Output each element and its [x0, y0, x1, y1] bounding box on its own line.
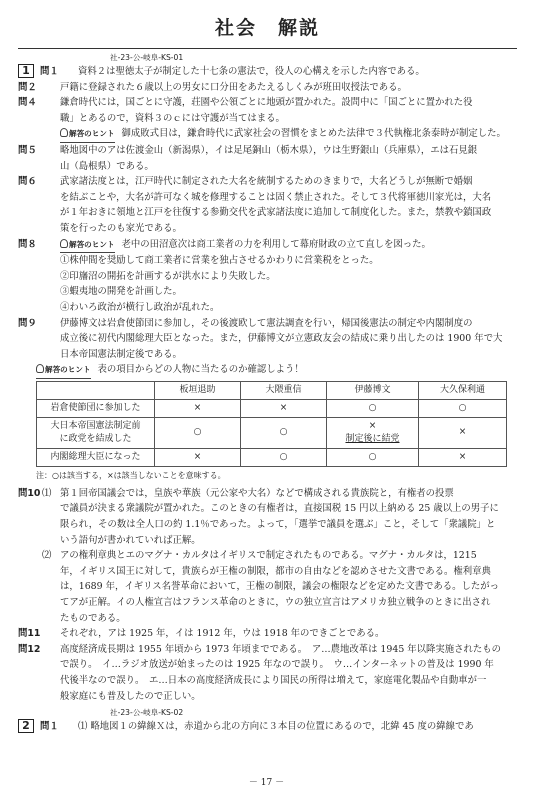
question-text: 日本帝国憲法制定後である。 [60, 348, 182, 360]
question-label: 問１ [40, 66, 59, 77]
list-item: ③蝦夷地の開発を計画した。 [60, 286, 182, 298]
question-text: 策を行ったのも家光である。 [60, 222, 182, 234]
table-header: 大隈重信 [241, 381, 327, 399]
lightbulb-icon [60, 128, 68, 137]
question-label: 問４ [18, 97, 37, 109]
table-row [37, 417, 507, 448]
table-header: 大久保利通 [419, 381, 507, 399]
question-label: 問12 [18, 643, 41, 655]
table-cell: ○ [241, 448, 327, 466]
table-cell: × [419, 417, 507, 448]
hint-text: 老中の田沼意次は商工業者の力を利用して幕府財政の立て直しを図った。 [121, 238, 431, 250]
question-text: を結ぶことや，大名が許可なく城を修理することは固く禁止された。そして３代将軍徳川家光は，大名 [60, 191, 492, 203]
sub-label: ⑵ [42, 550, 52, 562]
sub-label: ⑴ [42, 487, 52, 499]
table-row-head: 内閣総理大臣になった [37, 448, 155, 466]
hint-table-caption [36, 362, 517, 379]
table-row-head: 岩倉使節団に参加した [37, 399, 155, 417]
question-text: アの権利章典とエのマグナ・カルタはイギリスで制定されたものである。マグナ・カルタは，1215 [60, 550, 477, 562]
hint-tag-label: 解答のヒント [69, 129, 115, 139]
question-label: 問10 [18, 487, 41, 499]
cell-line: 制定後に結党 [345, 433, 400, 444]
section-2-question-1 [18, 719, 517, 735]
question-label: 問１ [40, 721, 59, 733]
question-text: で誤り。 イ…ラジオ放送が始まったのは 1925 年なので誤り。 ウ…インターネットの普及は 1990 年 [60, 659, 494, 671]
question-text: 伊藤博文は岩倉使節団に参加し，その後渡欧して憲法調査を行い，帰国後憲法の制定や内閣制度の [60, 317, 473, 329]
question-text: が１年おきに領地と江戸を往復する参勤交代を武家諸法度に追加して制度化した。また，禁教や鎖国政 [60, 207, 492, 219]
question-text: 高度経済成長期は 1955 年頃から 1973 年頃までである。 ア…農地改革は 1945 年以降実施されたもの [60, 643, 502, 655]
question-text: てアが正解。イの人権宣言はフランス革命のときに，ウの独立宣言はアメリカ独立戦争のときに出され [60, 597, 491, 609]
title-divider [18, 48, 517, 49]
list-item: ①株仲間を奨励して商工業者に営業を独占させるかわりに営業税をとった。 [60, 255, 379, 267]
question-text: 戸籍に登録された６歳以上の男女に口分田をあたえるしくみが班田収授法である。 [60, 81, 407, 93]
page-number: － 17 － [248, 778, 285, 788]
table-cell: × [241, 399, 327, 417]
question-text: 鎌倉時代には，国ごとに守護，荘園や公領ごとに地頭が置かれた。設問中に「国ごとに置かれた役 [60, 97, 473, 109]
hint-tag-label: 解答のヒント [45, 365, 91, 375]
list-item: ④わいろ政治が横行し政治が乱れた。 [60, 301, 220, 313]
question-label: 問２ [18, 81, 37, 93]
question-1 [18, 64, 517, 80]
section-number: 1 [18, 64, 34, 78]
section-number: 2 [18, 719, 34, 733]
table-row [37, 399, 507, 417]
row-head-line: 大日本帝国憲法制定前 [50, 420, 141, 431]
question-text: 略地図１の緯線Ｘは，赤道から北の方向に３本目の位置にあるので，北緯 45 度の緯線であ [90, 721, 474, 733]
question-label: 問８ [18, 238, 37, 250]
question-10-2 [18, 548, 517, 626]
question-text: 略地図中のアは佐渡金山（新潟県），イは足尾銅山（栃木県），ウは生野銀山（兵庫県），エは石見銀 [60, 144, 478, 156]
question-text: 武家諸法度とは，江戸時代に制定された大名を統制するためのきまりで，大名どうしが無断で婚姻 [60, 176, 473, 188]
table-row [37, 448, 507, 466]
question-label: 問５ [18, 144, 37, 156]
table-cell: × [155, 448, 241, 466]
page-title: 社会 解説 [214, 17, 320, 39]
table-cell: ○ [155, 417, 241, 448]
table-cell: × [419, 448, 507, 466]
lightbulb-icon [36, 364, 44, 373]
q8-list [18, 253, 517, 315]
question-text: 般家庭にも普及したので正しい。 [60, 690, 201, 702]
question-11 [18, 626, 517, 642]
table-header: 板垣退助 [155, 381, 241, 399]
question-code: 社-23-公-岐阜-KS-01 [110, 53, 184, 62]
comparison-table [36, 381, 507, 467]
table-note: 注：○は該当する，×は該当しないことを意味する。 [36, 470, 226, 480]
question-text: たものである。 [60, 612, 126, 624]
question-code: 社-23-公-岐阜-KS-02 [110, 708, 184, 718]
question-10 [18, 486, 517, 548]
question-2 [18, 80, 517, 96]
question-5 [18, 143, 517, 174]
question-12 [18, 642, 517, 704]
table-row-head [37, 417, 155, 448]
question-text: 資料２は聖徳太子が制定した十七条の憲法で，役人の心構えを示した内容である。 [78, 66, 425, 77]
question-4 [18, 95, 517, 126]
hint-q4 [18, 126, 517, 143]
question-6 [18, 174, 517, 236]
question-8 [18, 237, 517, 254]
lightbulb-icon [60, 239, 68, 248]
table-header: 伊藤博文 [327, 381, 419, 399]
hint-text: 御成敗式目は，鎌倉時代に武家社会の習慣をまとめた法律で３代執権北条泰時が制定した。 [121, 128, 506, 140]
question-text: それぞれ，アは 1925 年，イは 1912 年，ウは 1918 年のできごとである。 [60, 628, 385, 640]
question-9 [18, 316, 517, 363]
question-text: 第１回帝国議会では，皇族や華族（元公家や大名）などで構成される貴族院と，有権者の投票 [60, 487, 454, 499]
table-cell: ○ [327, 448, 419, 466]
question-label: 問11 [18, 628, 41, 640]
question-text: 山（島根県）である。 [60, 160, 154, 172]
hint-caption: 表の項目からどの人物に当たるのか確認しよう！ [97, 364, 304, 376]
question-text: で議員が決まる衆議院が置かれた。このときの有権者は，直接国税 15 円以上納める 25 歳以上の男子に [60, 503, 499, 515]
sub-label: ⑴ [78, 721, 88, 733]
list-item: ②印旛沼の開拓を計画するが洪水により失敗した。 [60, 270, 276, 282]
question-label: 問９ [18, 317, 37, 329]
question-text: 代後半なので誤り。 エ…日本の高度経済成長により国民の所得は増えて，家庭電化製品や自動車が一 [60, 675, 487, 686]
question-text: 職」とあるので，資料３のｃには守護が当てはまる。 [60, 112, 285, 124]
table-cell: ○ [241, 417, 327, 448]
cell-line: × [368, 420, 377, 431]
question-text: は，1689 年，イギリス名誉革命において，王権の制限，議会の権限などを定めた文書である。したがっ [60, 581, 499, 593]
question-text: 限られ，その数は全人口の約 1.1％であった。よって，「選挙で議員を選ぶ」こと，そして「衆議院」と [60, 519, 496, 531]
question-text: 成立後に初代内閣総理大臣となった。また，伊藤博文が立憲政友会の結成に乗り出したのは 1900 年で大 [60, 333, 503, 345]
table-cell: ○ [419, 399, 507, 417]
table-header-row [37, 381, 507, 399]
table-cell [327, 417, 419, 448]
hint-tag-label: 解答のヒント [69, 239, 115, 249]
table-header [37, 381, 155, 399]
table-cell: × [155, 399, 241, 417]
table-cell: ○ [327, 399, 419, 417]
row-head-line: に政党を結成した [59, 433, 132, 444]
question-label: 問６ [18, 176, 37, 188]
question-text: いう語句が書かれていれば正解。 [60, 534, 201, 546]
question-text: 年，イギリス国王に対して，貴族らが王権の制限，都市の自由などを認めさせた文書である。権利章典 [60, 565, 491, 577]
